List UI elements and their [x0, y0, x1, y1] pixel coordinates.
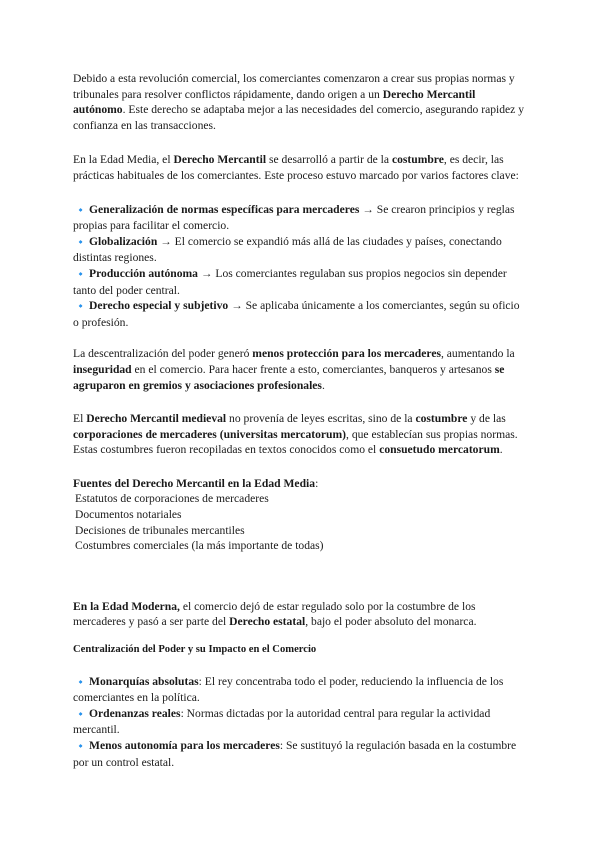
bold-text: Monarquías absolutas [89, 674, 199, 688]
sources-section [73, 476, 528, 554]
blue-diamond-icon: 🔹 [75, 741, 87, 751]
text: no provenía de leyes escritas, sino de la [226, 412, 416, 426]
list-item [73, 266, 528, 298]
bold-text: se agruparon en gremios y asociaciones profesionales [73, 362, 505, 392]
source-item: Costumbres comerciales (la más importante de todas) [75, 539, 324, 553]
bold-text: costumbre [391, 153, 444, 167]
bold-text: Derecho Mercantil [173, 153, 267, 167]
paragraph-medieval [73, 411, 528, 458]
bold-text: En la Edad Moderna, [73, 599, 180, 613]
text: : El rey concentraba todo el poder, reduciendo la influencia de los comerciantes en la política. [73, 674, 504, 705]
bold-text: Fuentes del Derecho Mercantil en la Edad Media [73, 476, 316, 490]
list-item [73, 706, 528, 738]
blue-diamond-icon: 🔹 [75, 236, 87, 247]
list-item [73, 298, 528, 330]
text: : [315, 476, 319, 490]
bold-text: corporaciones de mercaderes (universitas mercatorum) [73, 427, 347, 441]
bold-text: Derecho Mercantil medieval [86, 412, 227, 426]
text: En la Edad Media, el [73, 153, 174, 167]
text: El [73, 412, 87, 426]
section-heading: Centralización del Poder y su Impacto en el Comercio [73, 644, 317, 656]
text: , bajo el poder absoluto del monarca. [305, 615, 477, 629]
list-item [73, 674, 528, 706]
bold-text: Producción autónoma [89, 266, 198, 280]
text: . [321, 378, 325, 392]
spacer [73, 554, 528, 599]
blue-diamond-icon: 🔹 [75, 268, 87, 279]
bold-text: inseguridad [73, 362, 132, 376]
text: Debido a esta revolución comercial, los comerciantes comenzaron a crear sus propias normas y tribunales para resolver conflictos rápidamente, dando origen a un [73, 72, 515, 101]
list-item [73, 202, 528, 234]
text: , es decir, las prácticas habituales de los comerciantes. Este proceso estuvo marcado por varios factores clave: [73, 153, 519, 182]
bold-text: Generalización de normas específicas para mercaderes [89, 202, 360, 216]
text: → Los comerciantes regulaban sus propios negocios sin depender tanto del poder central. [73, 266, 507, 297]
bold-text: menos protección para los mercaderes [252, 347, 441, 361]
list-item [73, 234, 528, 266]
paragraph-edad-moderna [73, 599, 528, 630]
bold-text: Derecho especial y subjetivo [89, 299, 229, 313]
blue-diamond-icon: 🔹 [75, 676, 87, 687]
text: , aumentando la [440, 347, 515, 361]
source-item: Documentos notariales [75, 508, 182, 522]
text: el comercio dejó de estar regulado solo por la costumbre de los mercaderes y pasó a ser parte del [73, 599, 476, 629]
sources-heading [73, 476, 528, 492]
text: → Se aplicaba únicamente a los comerciantes, según su oficio o profesión. [73, 299, 520, 329]
paragraph-revolucion [73, 71, 528, 133]
text: , que establecían sus propias normas. Estas costumbres fueron recopiladas en textos conocidos como el [73, 427, 518, 457]
bold-text: Derecho Mercantil autónomo [73, 87, 476, 117]
text: : Se sustituyó la regulación basada en la costumbre por un control estatal. [73, 739, 517, 769]
blue-diamond-icon: 🔹 [75, 708, 87, 719]
paragraph-edad-media [73, 152, 528, 183]
text: → El comercio se expandió más allá de las ciudades y países, conectando distintas regiones. [73, 234, 502, 265]
text: . [499, 443, 503, 457]
text: en el comercio. Para hacer frente a esto, comerciantes, banqueros y artesanos [131, 362, 495, 376]
text: La descentralización del poder generó [73, 347, 253, 361]
source-item: Estatutos de corporaciones de mercaderes [75, 492, 269, 506]
document-body [73, 71, 528, 786]
bold-text: Menos autonomía para los mercaderes [89, 739, 280, 752]
bold-text: Derecho estatal [229, 615, 306, 629]
paragraph-descentralizacion [73, 346, 528, 393]
text: → Se crearon principios y reglas propias para facilitar el comercio. [73, 202, 515, 233]
text: se desarrolló a partir de la [266, 153, 392, 167]
list-item [73, 738, 528, 770]
bold-text: costumbre [415, 412, 468, 426]
bold-text: Ordenanzas reales [89, 706, 181, 720]
modern-list [73, 674, 528, 771]
blue-diamond-icon: 🔹 [75, 204, 87, 215]
text: . Este derecho se adaptaba mejor a las necesidades del comercio, asegurando rapidez y confianza en las transacciones. [73, 103, 525, 132]
factors-list [73, 202, 528, 331]
source-item: Decisiones de tribunales mercantiles [75, 523, 245, 537]
blue-diamond-icon: 🔹 [75, 301, 87, 312]
bold-text: consuetudo mercatorum [379, 443, 500, 457]
text: : Normas dictadas por la autoridad central para regular la actividad mercantil. [73, 706, 491, 737]
bold-text: Globalización [89, 234, 158, 248]
text: y de las [467, 412, 506, 426]
